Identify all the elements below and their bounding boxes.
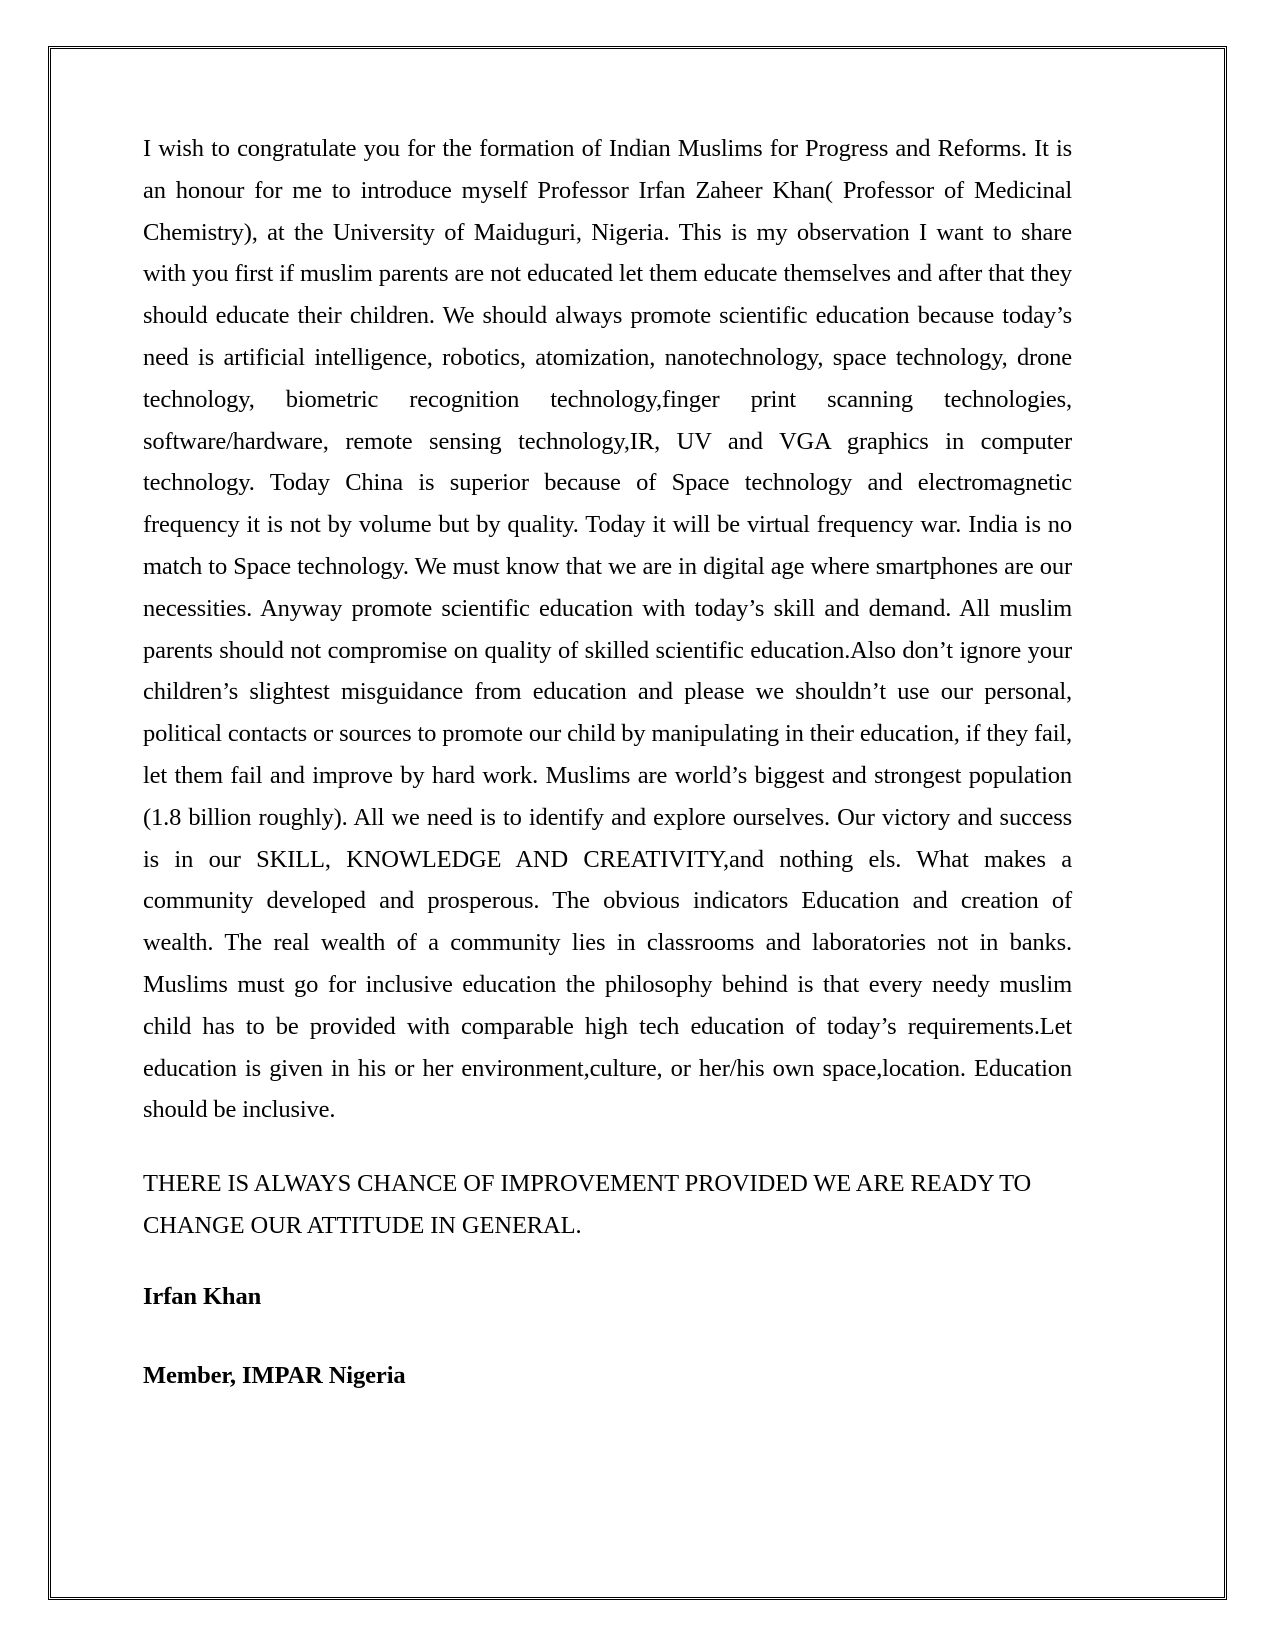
signature-title: Member, IMPAR Nigeria [143, 1361, 406, 1389]
body-paragraph: I wish to congratulate you for the formation of Indian Muslims for Progress and Reforms. It is an honour for me to introduce myself Professor Irfan Zaheer Khan( Professor of Medicinal Chemistry), at the University of Maiduguri, Nigeria. This is my observation I want to share with you first if muslim parents are not educated let them educate themselves and after that they should educate their children. We should always promote scientific education because today’s need is artificial intelligence, robotics, atomization, nanotechnology, space technology, drone technology, biometric recognition technology,finger print scanning technologies, software/hardware, remote sensing technology,IR, UV and VGA graphics in computer technology. Today China is superior because of Space technology and electromagnetic frequency it is not by volume but by quality. Today it will be virtual frequency war. India is no match to Space technology. We must know that we are in digital age where smartphones are our necessities. Anyway promote scientific education with today’s skill and demand. All muslim parents should not compromise on quality of skilled scientific education.Also don’t ignore your children’s slightest misguidance from education and please we shouldn’t use our personal, political contacts or sources to promote our child by manipulating in their education, if they fail, let them fail and improve by hard work. Muslims are world’s biggest and strongest population (1.8 billion roughly). All we need is to identify and explore ourselves. Our victory and success is in our SKILL, KNOWLEDGE AND CREATIVITY,and nothing els. What makes a community developed and prosperous. The obvious indicators Education and creation of wealth. The real wealth of a community lies in classrooms and laboratories not in banks. Muslims must go for inclusive education the philosophy behind is that every needy muslim child has to be provided with comparable high tech education of today’s requirements.Let education is given in his or her environment,culture, or her/his own space,location. Education should be inclusive. [143, 135, 1072, 1124]
signature-name: Irfan Khan [143, 1282, 262, 1310]
closing-statement-paragraph: THERE IS ALWAYS CHANCE OF IMPROVEMENT PROVIDED WE ARE READY TO CHANGE OUR ATTITUDE IN GENERAL. [143, 1170, 1032, 1239]
document-content [143, 128, 1072, 1393]
